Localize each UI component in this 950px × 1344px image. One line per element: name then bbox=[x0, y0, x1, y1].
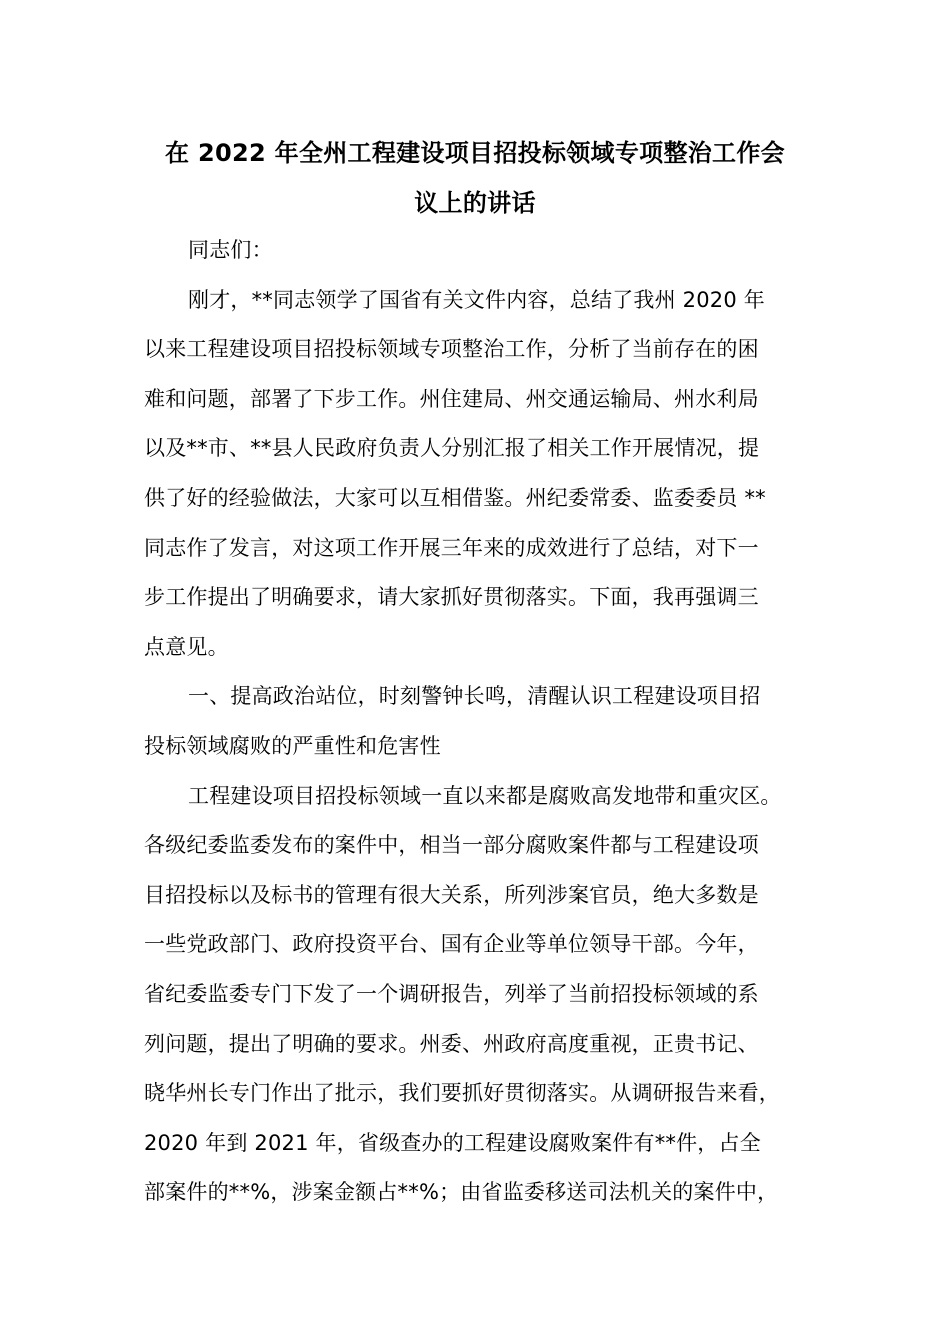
body-text-line: 同志作了发言，对这项工作开展三年来的成效进行了总结，对下一 bbox=[144, 535, 759, 560]
title-line: 在 2022 年全州工程建设项目招投标领域专项整治工作会 bbox=[165, 139, 785, 167]
title-line: 议上的讲话 bbox=[414, 189, 536, 217]
body-text-line: 晓华州长专门作出了批示，我们要抓好贯彻落实。从调研报告来看， bbox=[144, 1081, 780, 1106]
body-text-line: 同志们： bbox=[188, 238, 273, 262]
body-text-line: 投标领域腐败的严重性和危害性 bbox=[144, 733, 441, 758]
body-text-line: 各级纪委监委发布的案件中，相当一部分腐败案件都与工程建设项 bbox=[144, 833, 759, 858]
body-text-line: 列问题，提出了明确的要求。州委、州政府高度重视，正贵书记、 bbox=[144, 1031, 759, 1056]
body-text-line: 点意见。 bbox=[144, 634, 229, 659]
body-text-line: 目招投标以及标书的管理有很大关系，所列涉案官员，绝大多数是 bbox=[144, 882, 759, 907]
body-text-line: 部案件的**%，涉案金额占**%；由省监委移送司法机关的案件中， bbox=[144, 1180, 779, 1205]
body-text-line: 一些党政部门、政府投资平台、国有企业等单位领导干部。今年， bbox=[144, 932, 759, 957]
body-text-line: 一、提高政治站位，时刻警钟长鸣，清醒认识工程建设项目招 bbox=[188, 684, 761, 709]
body-text-line: 步工作提出了明确要求，请大家抓好贯彻落实。下面，我再强调三 bbox=[144, 585, 759, 610]
body-text-line: 供了好的经验做法，大家可以互相借鉴。州纪委常委、监委委员 ** bbox=[144, 485, 766, 510]
document-title bbox=[120, 128, 830, 228]
body-text-line: 难和问题，部署了下步工作。州住建局、州交通运输局、州水利局 bbox=[144, 386, 759, 411]
body-text-line: 以及**市、**县人民政府负责人分别汇报了相关工作开展情况，提 bbox=[144, 436, 760, 461]
body-text-line: 2020 年到 2021 年，省级查办的工程建设腐败案件有**件，占全 bbox=[144, 1130, 761, 1155]
body-text-line: 以来工程建设项目招投标领域专项整治工作，分析了当前存在的困 bbox=[144, 337, 759, 362]
body-text-line: 工程建设项目招投标领域一直以来都是腐败高发地带和重灾区。 bbox=[188, 783, 782, 808]
body-text-line: 刚才，**同志领学了国省有关文件内容，总结了我州 2020 年 bbox=[188, 287, 765, 312]
body-text-line: 省纪委监委专门下发了一个调研报告，列举了当前招投标领域的系 bbox=[144, 981, 759, 1006]
document-body bbox=[144, 232, 824, 1224]
